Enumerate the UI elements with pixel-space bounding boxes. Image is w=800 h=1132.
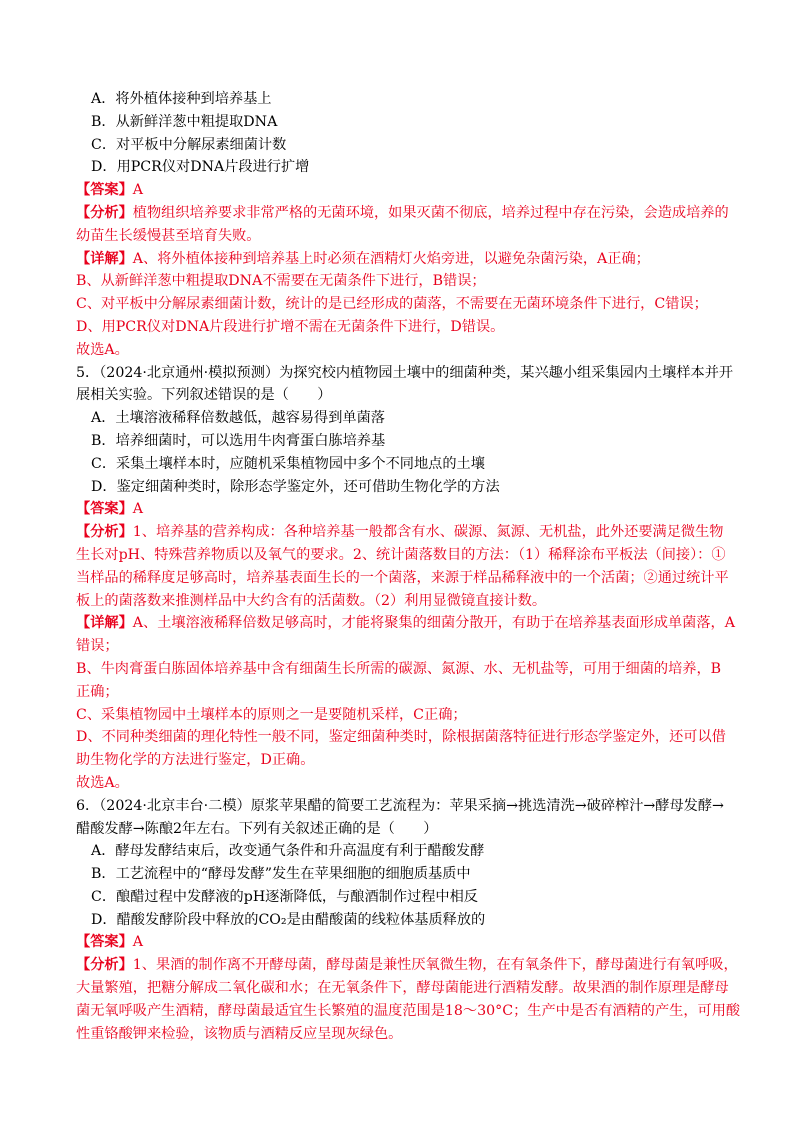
answer-tag: 【答案】 [76, 934, 133, 951]
q5-detail-line: D、不同种类细菌的理化特性一般不同，鉴定细菌种类时，除根据菌落特征进行形态学鉴定外，还可以借 [76, 729, 726, 746]
detail-tag: 【详解】 [76, 615, 133, 632]
answer-value: A [132, 934, 144, 951]
q5-detail-line: B、牛肉膏蛋白胨固体培养基中含有细菌生长所需的碳源、氮源、水、无机盐等，可用于细菌的培养，B [76, 660, 722, 677]
q4-detail-line: C、对平板中分解尿素细菌计数，统计的是已经形成的菌落，不需要在无菌环境条件下进行，C错误； [76, 296, 708, 313]
q4-analysis-line: 幼苗生长缓慢甚至培育失败。 [76, 227, 261, 244]
q5-detail-line: C、采集植物园中土壤样本的原则之一是要随机采样，C正确； [76, 706, 467, 723]
q4-option-b: B．从新鲜洋葱中粗提取DNA [91, 113, 278, 130]
q4-detail-line: B、从新鲜洋葱中粗提取DNA不需要在无菌条件下进行，B错误； [76, 273, 486, 290]
detail-tag: 【详解】 [76, 250, 133, 267]
q5-detail-line [76, 612, 735, 635]
q5-analysis-line: 生长对pH、特殊营养物质以及氧气的要求。2、统计菌落数目的方法：（1）稀释涂布平板法（间接）：① [76, 546, 726, 563]
answer-tag: 【答案】 [76, 182, 133, 199]
q6-option-d: D．醋酸发酵阶段中释放的CO₂是由醋酸菌的线粒体基质释放的 [91, 911, 486, 928]
analysis-tag: 【分析】 [76, 524, 133, 541]
q4-conclusion: 故选A。 [76, 341, 129, 358]
q4-option-a: A．将外植体接种到培养基上 [91, 91, 272, 107]
analysis-tag: 【分析】 [76, 957, 133, 974]
q6-stem: 6．（2024·北京丰台·二模）原浆苹果醋的简要工艺流程为：苹果采摘→挑选清洗→破碎榨汁→酵母发酵→ [76, 797, 724, 814]
document-page [76, 88, 741, 1045]
q5-detail-line: 助生物化学的方法进行鉴定，D正确。 [76, 752, 315, 769]
q5-answer [76, 498, 726, 521]
answer-tag: 【答案】 [76, 501, 133, 518]
q6-stem: 醋酸发酵→陈酿2年左右。下列有关叙述正确的是（ ） [76, 820, 438, 837]
q4-option-c: C．对平板中分解尿素细菌计数 [91, 136, 287, 153]
q5-analysis-line: 当样品的稀释度足够高时，培养基表面生长的一个菌落，来源于样品稀释液中的一个活菌；②通过统计平 [76, 569, 729, 586]
analysis-text: 植物组织培养要求非常严格的无菌环境，如果灭菌不彻底，培养过程中存在污染，会造成培养的 [132, 204, 729, 221]
q5-analysis-line: 板上的菌落数来推测样品中大约含有的活菌数。（2）利用显微镜直接计数。 [76, 592, 547, 609]
analysis-tag: 【分析】 [76, 204, 133, 221]
answer-value: A [132, 501, 144, 518]
q5-analysis-line [76, 521, 726, 544]
q4-detail-line [76, 248, 726, 271]
q6-option-a: A．酵母发酵结束后，改变通气条件和升高温度有利于醋酸发酵 [91, 843, 485, 860]
q5-option-c: C．采集土壤样本时，应随机采集植物园中多个不同地点的土壤 [91, 455, 485, 472]
q4-analysis-line [76, 202, 729, 225]
q4-option-d: D．用PCR仪对DNA片段进行扩增 [91, 159, 310, 176]
q5-conclusion: 故选A。 [76, 774, 129, 791]
q6-option-c: C．酿醋过程中发酵液的pH逐渐降低，与酿酒制作过程中相反 [91, 888, 478, 905]
q6-analysis-line: 性重铬酸钾来检验，该物质与酒精反应呈现灰绿色。 [76, 1025, 403, 1042]
q6-answer [76, 931, 726, 954]
q5-stem: 5．（2024·北京通州·模拟预测）为探究校内植物园土壤中的细菌种类，某兴趣小组采集园内土壤样本并开 [76, 364, 734, 381]
detail-text: A、将外植体接种到培养基上时必须在酒精灯火焰旁进，以避免杂菌污染，A正确； [132, 250, 650, 267]
q6-analysis-line: 菌无氧呼吸产生酒精，酵母菌最适宜生长繁殖的温度范围是18～30°C；生产中是否有酒精的产生，可用酸 [76, 1002, 741, 1019]
q5-option-a: A．土壤溶液稀释倍数越低，越容易得到单菌落 [91, 410, 385, 427]
analysis-text: 1、培养基的营养构成：各种培养基一般都含有水、碳源、氮源、无机盐，此外还要满足微生物 [132, 524, 724, 541]
q5-detail-line: 正确； [76, 683, 119, 700]
q5-detail-line: 错误； [76, 638, 119, 655]
analysis-text: 1、果酒的制作离不开酵母菌，酵母菌是兼性厌氧微生物，在有氧条件下，酵母菌进行有氧呼吸， [132, 957, 738, 974]
q5-option-b: B．培养细菌时，可以选用牛肉膏蛋白胨培养基 [91, 432, 386, 449]
answer-value: A [132, 182, 144, 199]
q6-analysis-line: 大量繁殖，把糖分解成二氧化碳和水；在无氧条件下，酵母菌能进行酒精发酵。故果酒的制作原理是酵母 [76, 980, 729, 997]
q4-answer [76, 179, 726, 202]
q6-analysis-line [76, 954, 738, 977]
q5-stem: 展相关实验。下列叙述错误的是（ ） [76, 387, 332, 404]
q4-detail-line: D、用PCR仪对DNA片段进行扩增不需在无菌条件下进行，D错误。 [76, 318, 505, 335]
q5-option-d: D．鉴定细菌种类时，除形态学鉴定外，还可借助生物化学的方法 [91, 478, 500, 495]
detail-text: A、土壤溶液稀释倍数足够高时，才能将聚集的细菌分散开，有助于在培养基表面形成单菌落，A [132, 615, 735, 632]
q6-option-b: B．工艺流程中的“酵母发酵”发生在苹果细胞的细胞质基质中 [91, 866, 471, 883]
